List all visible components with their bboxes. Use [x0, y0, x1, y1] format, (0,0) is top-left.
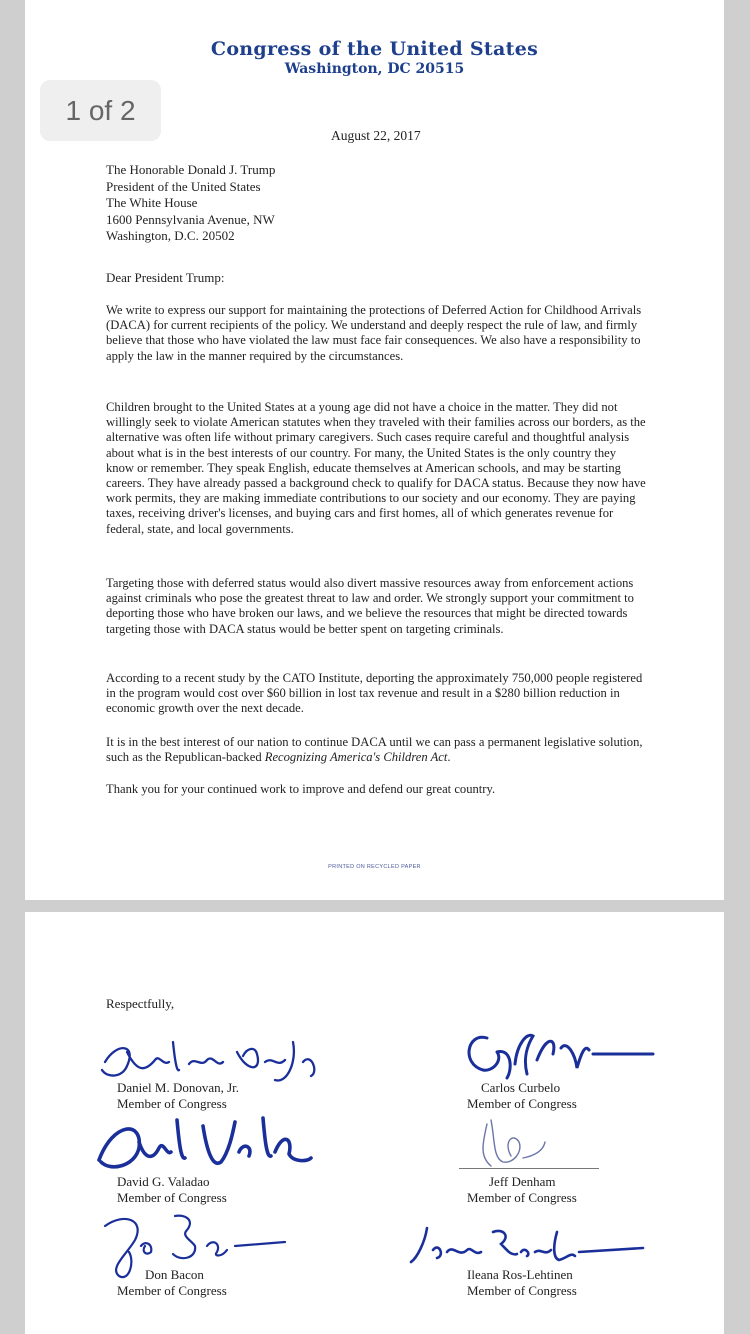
paragraph-4: According to a recent study by the CATO Institute, deporting the approximately 750,000 people registered in the program would cost over $60 billion in lost tax revenue and result in a $280 billion reduction in economic growth over the next decade.: [106, 671, 643, 716]
signatory-role: Member of Congress: [467, 1283, 577, 1298]
paragraph-5: [106, 735, 646, 765]
signatory-block: [467, 1267, 687, 1299]
signatory-block: [117, 1174, 337, 1206]
signatory-block: [117, 1080, 337, 1112]
paragraph-1: We write to express our support for maintaining the protections of Deferred Action for Childhood Arrivals (DACA) for current recipients of the policy. We understand and deeply respect the rule of law, and firmly believe that those who have violated the law must face fair consequences. We also have a responsibility to apply the law in the manner required by the circumstances.: [106, 303, 642, 363]
signature-curbelo: [457, 1024, 657, 1084]
signatory-name: Ileana Ros-Lehtinen: [467, 1267, 573, 1282]
closing: Respectfully,: [106, 996, 175, 1011]
signature-line: [459, 1168, 599, 1169]
signatory-role: Member of Congress: [467, 1190, 577, 1205]
letterhead-city: Washington, DC 20515: [284, 61, 465, 77]
address-line: The White House: [106, 195, 198, 210]
letterhead-title: Congress of the United States: [210, 38, 539, 60]
recycled-paper-note: PRINTED ON RECYCLED PAPER: [328, 864, 421, 870]
signature-denham: [463, 1112, 613, 1182]
signatory-name: David G. Valadao: [117, 1174, 210, 1189]
signatory-block: [117, 1267, 337, 1299]
act-title: Recognizing America's Children Act: [264, 750, 448, 765]
recipient-address: [106, 162, 275, 245]
paragraph-6: Thank you for your continued work to improve and defend our great country.: [106, 782, 496, 796]
page-counter-badge: 1 of 2: [40, 80, 161, 141]
signatory-role: Member of Congress: [117, 1190, 227, 1205]
address-line: The Honorable Donald J. Trump: [106, 162, 276, 177]
address-line: 1600 Pennsylvania Avenue, NW: [106, 211, 275, 227]
signatory-role: Member of Congress: [117, 1096, 227, 1111]
address-line: President of the United States: [106, 178, 261, 194]
signatory-name: Don Bacon: [145, 1267, 204, 1282]
signatory-name: Carlos Curbelo: [481, 1080, 561, 1095]
signatory-role: Member of Congress: [467, 1096, 577, 1111]
paragraph-5-end: .: [447, 750, 451, 765]
signature-ros-lehtinen: [407, 1222, 647, 1272]
salutation: Dear President Trump:: [106, 270, 225, 285]
signatory-name: Jeff Denham: [489, 1174, 556, 1189]
letter-date: August 22, 2017: [331, 128, 421, 143]
signature-valadao: [93, 1112, 313, 1182]
paragraph-3: Targeting those with deferred status would also divert massive resources away from enforcement actions against criminals who pose the greatest threat to law and order. We strongly support your commitment to deporting those who have broken our laws, and we believe the resources that might be directed towards targeting those with DACA status would be better spent on targeting criminals.: [106, 576, 634, 636]
paragraph-2: Children brought to the United States at a young age did not have a choice in the matter. They did not willingly seek to violate American statutes when they traveled with their families across our borders, as the alternative was often life without primary caregivers. Such cases require careful and thoughtful analysis about what is in the best interests of our country. For many, the United States is the only country they know or remember. They speak English, educate themselves at American schools, and may be starting careers. They have already passed a background check to qualify for DACA status. Because they now have work permits, they are making immediate contributions to our society and our economy. They are paying taxes, receiving driver's licenses, and buying cars and first homes, all of which generates revenue for federal, state, and local governments.: [106, 400, 646, 536]
signatory-name: Daniel M. Donovan, Jr.: [117, 1080, 240, 1095]
signatory-block: [467, 1080, 687, 1112]
paragraph-5-start: It is in the best interest of our nation to continue DACA until we can pass a permanent legislative solution, such as the Republican-backed: [106, 735, 643, 765]
letter-page-2: [25, 912, 724, 1334]
signatory-block: [467, 1174, 687, 1206]
address-line: Washington, D.C. 20502: [106, 228, 235, 243]
signatory-role: Member of Congress: [117, 1283, 227, 1298]
